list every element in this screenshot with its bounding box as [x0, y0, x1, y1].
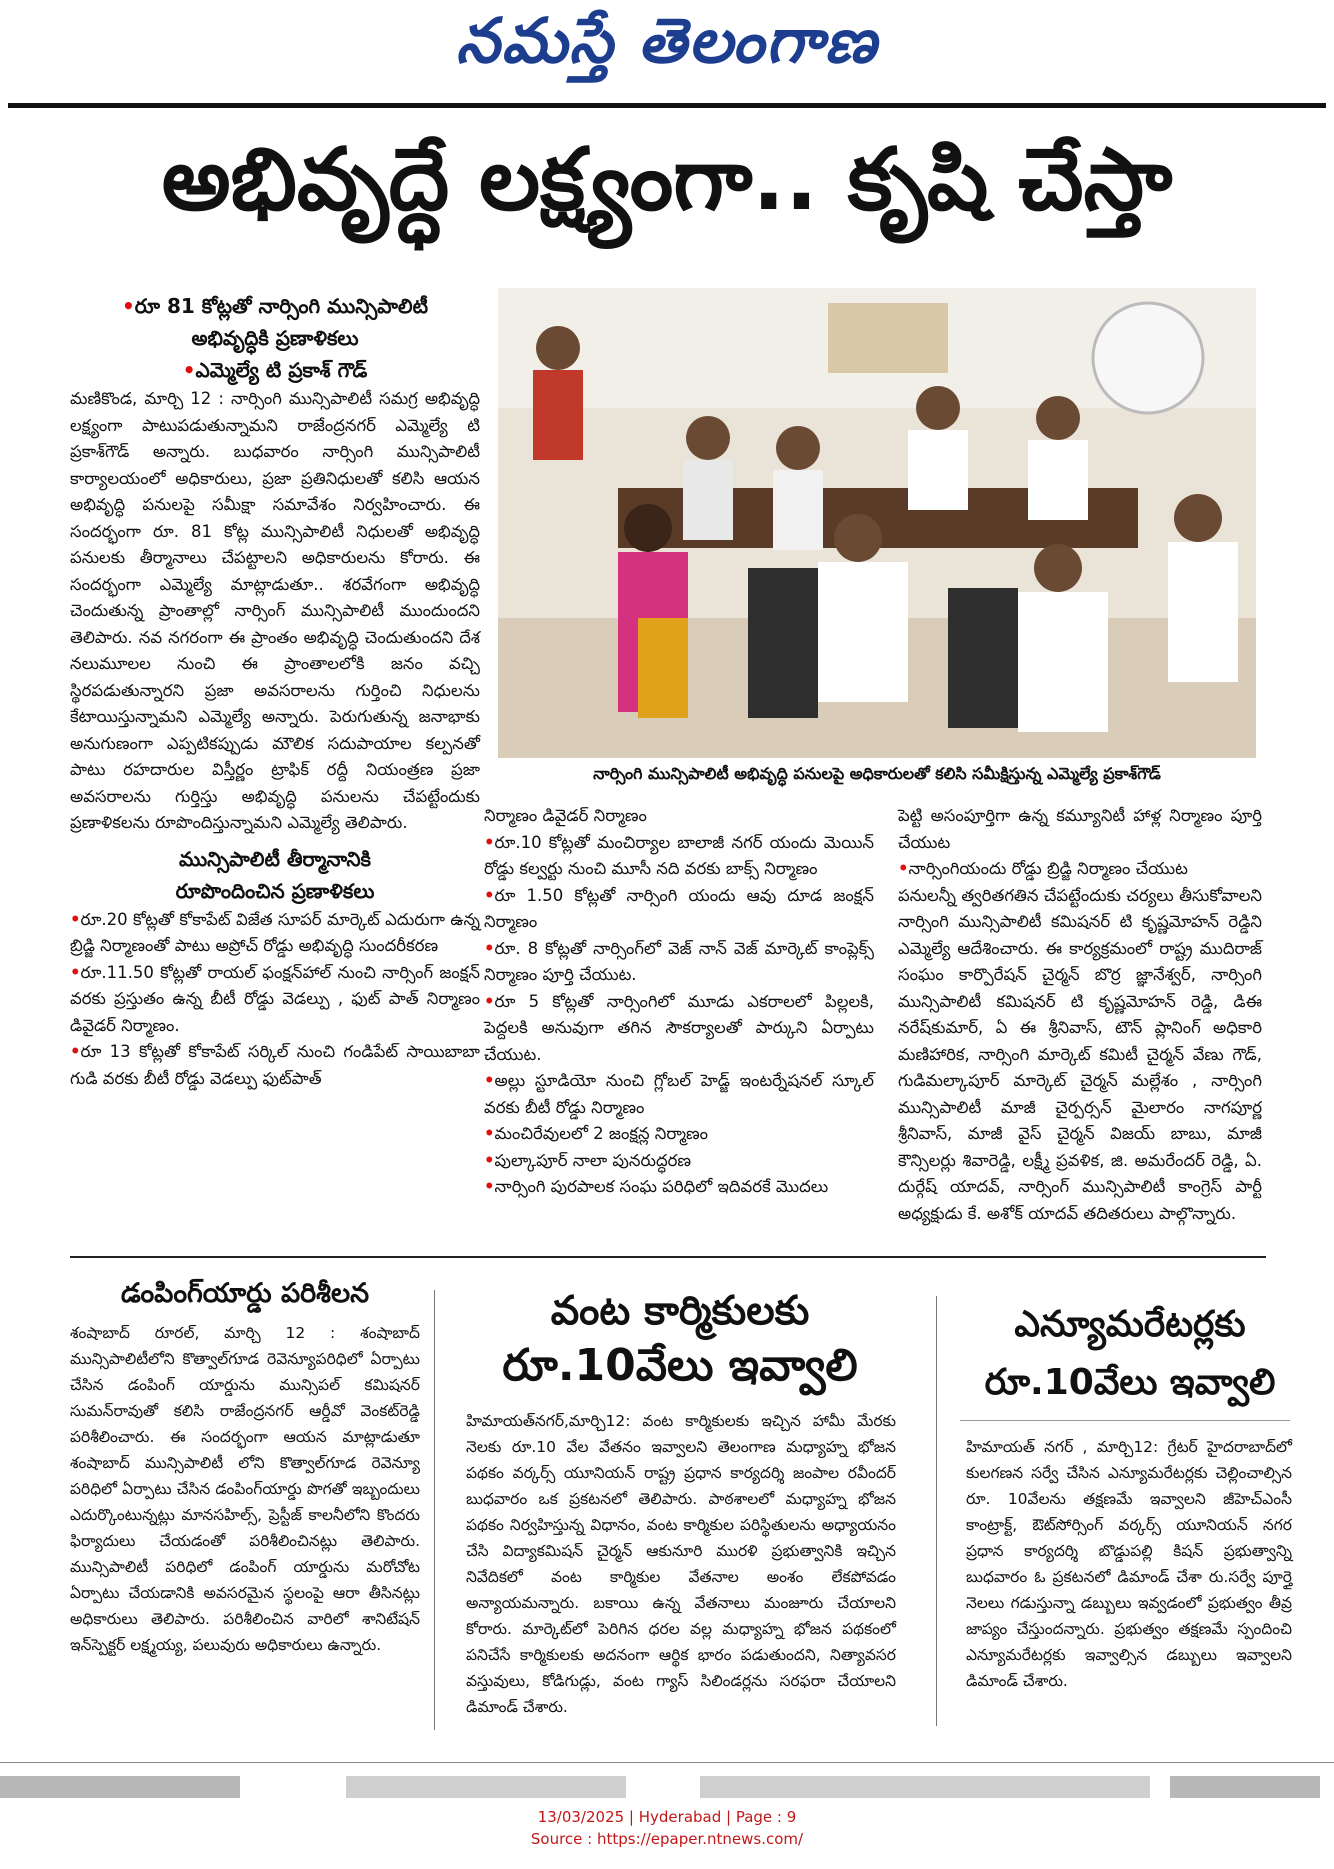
cut-off-headline	[700, 1776, 1150, 1798]
plan-list-item: •రూ 1.50 కోట్లతో నార్సింగి యందు ఆవు దూడ జంక్షన్ నిర్మాణం	[484, 885, 874, 931]
story-2-title: డంపింగ్‌యార్డు పరిశీలన	[120, 1278, 370, 1309]
lead-photo	[498, 288, 1256, 758]
plan-list-item: •పుల్కాపూర్ నాలా పునరుద్ధరణ	[484, 1150, 692, 1170]
newspaper-logo: నమస్తే తెలంగాణ	[455, 4, 879, 77]
lead-bullet-1: •రూ 81 కోట్లతో నార్సింగి మున్సిపాలిటీ	[121, 294, 429, 318]
cut-off-image	[0, 1776, 240, 1798]
plan-list-item: •రూ.11.50 కోట్లతో రాయల్ ఫంక్షన్‌హాల్ నుంచి నార్సింగ్ జంక్షన్ వరకు ప్రస్తుతం ఉన్న బీటీ రోడ్డు వెడల్పు , ఫుట్ పాత్ నిర్మాణం డివైడర్ నిర్మాణం.	[70, 962, 480, 1035]
story-2-body: శంషాబాద్ రూరల్, మార్చి 12 : శంషాబాద్ మున్సిపాలిటీలోని కొత్వాల్‌గూడ రెవెన్యూపరిధిలో ఏర్పాటు చేసిన డంపింగ్ యార్డును మున్సిపల్ కమిషనర్ సుమన్‌రావుతో కలిసి రాజేంద్రనగర్ ఆర్డీవో వెంకట్‌రెడ్డి పరిశీలించారు. ఈ సందర్భంగా ఆయన మాట్లాడుతూ శంషాబాద్ మున్సిపాలిటీ లోని కొత్వాల్‌గూడ రెవెన్యూ పరిధిలో ఏర్పాటు చేసిన డంపింగ్‌యార్డు పొగతో ఇబ్బందులు ఎదుర్కొంటున్నట్లు మానస‌హిల్స్, ప్రెస్టీజ్ కాలనీలోని కొందరు ఫిర్యాదులు చేయడంతో పరిశీలించినట్లు తెలిపారు. మున్సిపాలిటీ పరిధిలో డంపింగ్ యార్డును మరోచోట ఏర్పాటు చేయడానికి అవసరమైన స్థలంపై ఆరా తీసినట్లు అధికారులు తెలిపారు. పరిశీలించిన వారిలో శానిటేషన్ ఇన్‌స్పెక్టర్ లక్ష్మయ్య, పలువురు అధికారులు ఉన్నారు.	[70, 1324, 420, 1654]
plan-list-item: •నార్సింగియందు రోడ్డు బ్రిడ్జి నిర్మాణం చేయుట	[898, 859, 1188, 878]
plan-list-item: •రూ.20 కోట్లతో కోకాపేట్ విజేత సూపర్ మార్కెట్ ఎదురుగా ఉన్న బ్రిడ్జి నిర్మాణంతో పాటు అప్రోచ్ రోడ్డు అభివృద్ధి సుందరీకరణ	[70, 909, 480, 955]
cut-off-headline	[346, 1776, 626, 1798]
plan-list-item: •అల్లు స్టూడియో నుంచి గ్లోబల్ హెడ్జ్ ఇంటర్నేషనల్ స్కూల్ వరకు బీటీ రోడ్డు నిర్మాణం	[484, 1071, 874, 1117]
plan-list-item: •రూ 13 కోట్లతో కోకాపేట్ సర్కిల్ నుంచి గండిపేట్ సాయిబాబా గుడి వరకు బీటీ రోడ్డు వెడల్పు ఫుట్‌పాత్	[70, 1042, 480, 1088]
col2-intro: నిర్మాణం డివైడర్ నిర్మాణం	[484, 806, 647, 825]
bottom-divider	[0, 1762, 1334, 1763]
plan-list-item: •రూ. 8 కోట్లతో నార్సింగ్‌లో వెజ్ నాన్ వెజ్ మార్కెట్ కాంప్లెక్స్ నిర్మాణం పూర్తి చేయుట.	[484, 938, 874, 984]
lead-story-column-3	[898, 803, 1262, 1227]
plans-subhead-1: మున్సిపాలిటీ తీర్మానానికి	[179, 846, 371, 871]
plan-list-item: •నార్సింగి పురపాలక సంఘ పరిధిలో ఇదివరకే మొదలు	[484, 1177, 829, 1196]
plan-list-item: •మంచిరేవులలో 2 జంక్షన్ల నిర్మాణం	[484, 1124, 709, 1143]
cut-off-image	[1170, 1776, 1320, 1798]
story-3-body: హిమాయత్‌నగర్,మార్చి12: వంట కార్మికులకు ఇచ్చిన హామీ మేరకు నెలకు రూ.10 వేల వేతనం ఇవ్వాలని తెలంగాణ మధ్యాహ్న భోజన పథకం వర్కర్స్ యూనియన్ రాష్ట్ర ప్రధాన కార్యదర్శి జంపాల రవీందర్ బుధవారం ఒక ప్రకటనలో తెలిపారు. పాఠశాలలో మధ్యాహ్న భోజన పథకం నిర్వహిస్తున్న విధానం, వంట కార్మికుల పరిస్థితులను అధ్యాయనం చేసి విద్యాకమిషన్ చైర్మన్ ఆకునూరి మురళి ప్రభుత్వానికి ఇచ్చిన నివేదికలో వంట కార్మికుల వేతనాల అంశం లేకపోవడం అన్యాయమన్నారు. బకాయి ఉన్న వేతనాలు మంజూరు చేయాలని కోరారు. మార్కెట్‌లో పెరిగిన ధరల వల్ల మధ్యాహ్న భోజన పథకంలో పనిచేసే కార్మికులకు అదనంగా ఆర్థిక భారం పడుతుందని, నిత్యావసర వస్తువులు, కోడిగుడ్లు, వంట గ్యాస్ సిలిండర్లను సరఫరా చేయాలని డిమాండ్ చేశారు.	[466, 1412, 896, 1716]
lead-bullet-3: •ఎమ్మెల్యే టి ప్రకాశ్ గౌడ్	[182, 358, 368, 382]
masthead	[0, 0, 1334, 104]
meeting-photo-illustration	[498, 288, 1256, 758]
col3-body: పనులన్నీ త్వరితగతిన చేపట్టేందుకు చర్యలు తీసుకోవాలని నార్సింగి మున్సిపాలిటీ కమిషనర్ టి కృష్ణమోహన్ రెడ్డిని ఎమ్మెల్యే ఆదేశించారు. ఈ కార్యక్రమంలో రాష్ట్ర ముదిరాజ్ సంఘం కార్పొరేషన్ చైర్మన్ బొర్ర జ్ఞానేశ్వర్, నార్సింగి మున్సిపాలిటీ కమిషనర్ టి కృష్ణమోహన్ రెడ్డి, డిఈ నరేష్‌కుమార్, ఏ ఈ శ్రీనివాస్, టౌన్ ప్లానింగ్ అధికారి మణిహారిక, నార్సింగి మార్కెట్ కమిటీ చైర్మన్ వేణు గౌడ్, గుడిమల్కాపూర్ మార్కెట్ చైర్మన్ మల్లేశం , నార్సింగి మున్సిపాలిటీ మాజీ చైర్పర్సన్ మైలారం నాగపూర్ణ శ్రీనివాస్, మాజీ వైస్ చైర్మన్ విజయ్ బాబు, మాజీ కౌన్సిలర్లు శివారెడ్డి, లక్ష్మీ ప్రవళిక, జి. అమరేందర్ రెడ్డి, ఏ. దుర్గేష్ యాదవ్, నార్సింగ్ మున్సిపాలిటీ కాంగ్రెస్ పార్టీ అధ్యక్షుడు కే. అశోక్ యాదవ్ తదితరులు పాల్గొన్నారు.	[898, 885, 1262, 1223]
lead-story-column-1	[70, 290, 480, 1092]
story-4-body: హిమాయత్ నగర్ , మార్చి12: గ్రేటర్ హైదరాబాద్‌లో కులగణన సర్వే చేసిన ఎన్యూమరేటర్లకు చెల్లించాల్సిన రూ. 10వేలను తక్షణమే ఇవ్వాలని జీహెచ్ఎంసీ కాంట్రాక్ట్, ఔట్‌సోర్సింగ్ వర్కర్స్ యూనియన్ నగర ప్రధాన కార్యదర్శి బొడ్డుపల్లి కిషన్ ప్రభుత్వాన్ని బుధవారం ఓ ప్రకటనలో డిమాండ్ చేశా రు.సర్వే పూర్తై నెలలు గడుస్తున్నా డబ్బులు ఇవ్వడంలో ప్రభుత్వం తీవ్ర జాప్యం చేస్తుందన్నారు. ప్రభుత్వం తక్షణమే స్పందించి ఎన్యూమరేటర్లకు ఇవ్వాల్సిన డబ్బులు ఇవ్వాలని డిమాండ్ చేశారు.	[966, 1438, 1292, 1690]
col3-intro: పెట్టి అసంపూర్తిగా ఉన్న కమ్యూనిటీ హాళ్ల నిర్మాణం పూర్తి చేయుట	[898, 806, 1262, 852]
masthead-rule	[8, 103, 1326, 108]
lead-story-column-2	[484, 803, 874, 1201]
column-divider	[936, 1296, 937, 1726]
lead-bullet-2: అభివృద్ధికి ప్రణాళికలు	[191, 326, 359, 350]
plans-subhead-2: రూపొందించిన ప్రణాళికలు	[175, 878, 375, 903]
lead-story-body: మణికొండ, మార్చి 12 : నార్సింగి మున్సిపాలిటీ సమగ్ర అభివృద్ధి లక్ష్యంగా పాటుపడుతున్నామని రాజేంద్రనగర్ ఎమ్మెల్యే టి ప్రకాశ్‌గౌడ్ అన్నారు. బుధవారం నార్సింగి మున్సిపాలిటీ కార్యాలయంలో అధికారులు, ప్రజా ప్రతినిధులతో కలిసి ఆయన అభివృద్ధి పనులపై సమీక్షా సమావేశం నిర్వహించారు. ఈ సందర్భంగా రూ. 81 కోట్ల మున్సిపాలిటీ నిధులతో అభివృద్ధి పనులకు తీర్మానాలు చేపట్టాలని అధికారులను కోరారు. ఈ సందర్భంగా ఎమ్మెల్యే మాట్లాడుతూ.. శరవేగంగా అభివృద్ధి చెందుతున్న ప్రాంతాల్లో నార్సింగ్ మున్సిపాలిటీ ముందుందని తెలిపారు. నవ నగరంగా ఈ ప్రాంతం అభివృద్ధి చెందుతుందని దేశ నలుమూలల నుంచి ఈ ప్రాంతాలలోకి జనం వచ్చి స్థిరపడుతున్నారని ప్రజా అవసరాలను గుర్తించి నిధులను కేటాయిస్తున్నామని ఎమ్మెల్యే అన్నారు. పెరుగుతున్న జనాభాకు అనుగుణంగా ఎప్పటికప్పుడు మౌలిక సదుపాయాల కల్పనతో పాటు రహదారుల విస్తీర్ణం ట్రాఫిక్ రద్దీ నియంత్రణ ప్రజా అవసరాలను గుర్తిస్తు అభివృద్ధి పనులను చేపట్టేందుకు ప్రణాళికలను రూపొందిస్తున్నామని ఎమ్మెల్యే తెలిపారు.	[70, 389, 480, 832]
story-3-title-1: వంట కార్మికులకు	[550, 1288, 810, 1334]
column-divider	[434, 1290, 435, 1730]
plan-list-item: •రూ.10 కోట్లతో మంచిర్యాల బాలాజీ నగర్ యందు మెయిన్ రోడ్డు కల్వర్టు నుంచి మూసీ నది వరకు బాక్స్ నిర్మాణం	[484, 832, 874, 878]
main-headline: అభివృద్ధే లక్ష్యంగా.. కృషి చేస్తా	[161, 130, 1173, 230]
story-3-title-2: రూ.10వేలు ఇవ్వాలి	[502, 1340, 858, 1391]
story-4-title-2: రూ.10వేలు ఇవ్వాలి	[984, 1362, 1276, 1403]
section-divider	[70, 1256, 1266, 1258]
plan-list-item: •రూ 5 కోట్లతో నార్సింగిలో మూడు ఎకరాలలో పిల్లలకి, పెద్దలకి అనువుగా తగిన సౌకర్యాలతో పార్కుని ఏర్పాటు చేయుట.	[484, 991, 874, 1064]
footer-date-line: 13/03/2025 | Hyderabad | Page : 9	[537, 1808, 797, 1826]
photo-caption: నార్సింగి మున్సిపాలిటీ అభివృద్ధి పనులపై అధికారులతో కలిసి సమీక్షిస్తున్న ఎమ్మెల్యే ప్రకాశ్‌గౌడ్	[593, 764, 1161, 783]
story-4-title-1: ఎన్యూమరేటర్లకు	[1014, 1304, 1246, 1345]
footer-source-line: Source : https://epaper.ntnews.com/	[530, 1830, 804, 1848]
story-4-rule	[960, 1420, 1290, 1421]
